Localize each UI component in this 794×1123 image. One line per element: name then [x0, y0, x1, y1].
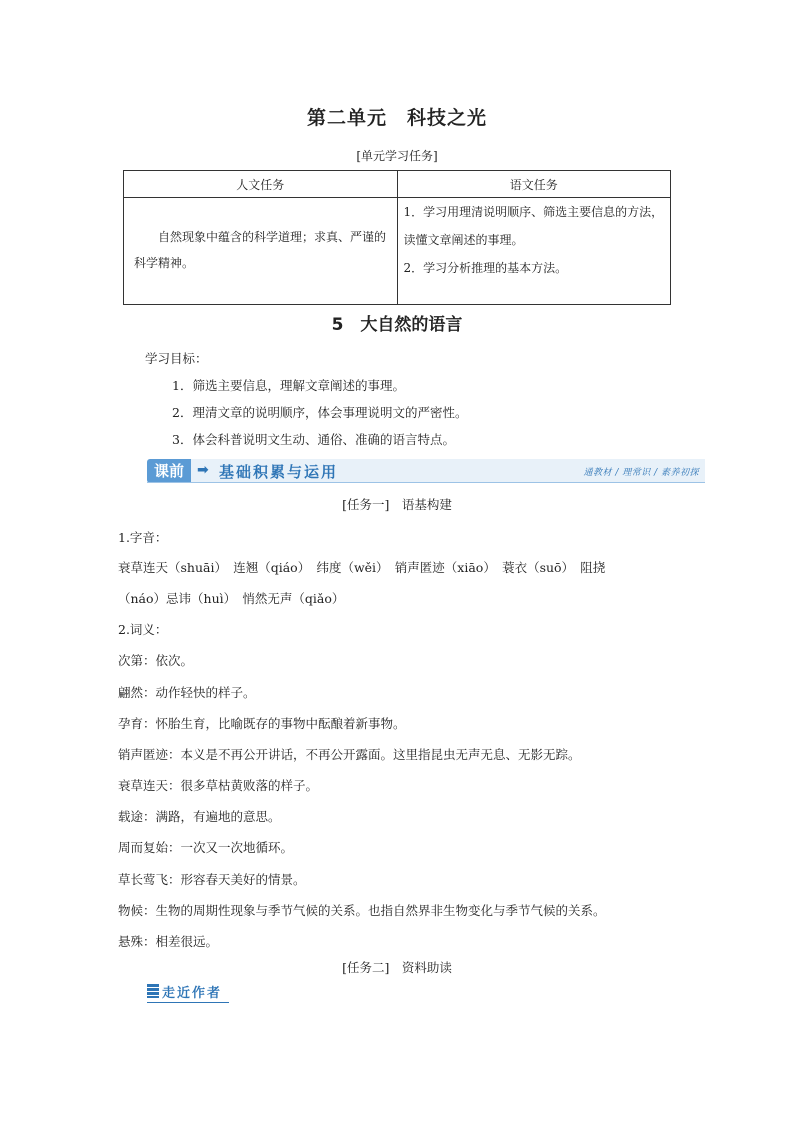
goal-item: 3．体会科普说明文生动、通俗、准确的语言特点。 — [172, 432, 455, 447]
meaning-label: 2.词义： — [118, 622, 168, 637]
banner-tag: 通教材 / 理常识 / 素养初探 — [583, 468, 699, 478]
definition-item: 悬殊：相差很远。 — [118, 934, 219, 949]
unit-subtitle: [单元学习任务] — [356, 149, 438, 163]
definition-item: 翩然：动作轻快的样子。 — [118, 685, 256, 700]
definition-item: 载途：满路，有遍地的意思。 — [118, 809, 281, 824]
task1-heading: [任务一] 语基构建 — [342, 497, 452, 512]
definition-item: 周而复始：一次又一次地循环。 — [118, 840, 294, 855]
pronunciation-label: 1.字音： — [118, 530, 168, 545]
definition-item: 孕育：怀胎生育，比喻既存的事物中酝酿着新事物。 — [118, 716, 406, 731]
definition-item: 销声匿迹：本义是不再公开讲话，不再公开露面。这里指昆虫无声无息、无影无踪。 — [118, 747, 581, 762]
definition-item: 草长莺飞：形容春天美好的情景。 — [118, 872, 306, 887]
pronunciation-line: （náo）忌讳（huì） 悄然无声（qiǎo） — [118, 591, 345, 606]
task-table — [123, 170, 671, 305]
goals-label: 学习目标： — [145, 351, 208, 366]
chinese-task-1: 1．学习用理清说明顺序、筛选主要信息的方法，读懂文章阐述的事理。 — [403, 205, 664, 247]
table-cell-humanities — [124, 198, 398, 305]
definition-item: 次第：依次。 — [118, 653, 194, 668]
section-banner — [147, 459, 705, 483]
definition-item: 物候：生物的周期性现象与季节气候的关系。也指自然界非生物变化与季节气候的关系。 — [118, 903, 606, 918]
banner-divider — [147, 482, 705, 483]
unit-title: 第二单元 科技之光 — [306, 107, 487, 129]
table-header-humanities: 人文任务 — [124, 171, 398, 198]
task2-heading: [任务二] 资料助读 — [342, 960, 452, 975]
author-label: 走近作者 — [162, 986, 223, 1001]
humanities-text: 自然现象中蕴含的科学道理；求真、严谨的科学精神。 — [134, 230, 387, 270]
goal-item: 1．筛选主要信息，理解文章阐述的事理。 — [172, 378, 405, 393]
table-cell-chinese — [397, 198, 671, 305]
bars-icon — [147, 984, 159, 998]
lesson-title: 5 大自然的语言 — [331, 315, 463, 335]
author-underline — [147, 1002, 229, 1003]
pronunciation-line: 衰草连天（shuāi） 连翘（qiáo） 纬度（wěi） 销声匿迹（xiāo） 蓑衣（suō） 阻挠 — [118, 560, 606, 575]
table-header-chinese: 语文任务 — [397, 171, 671, 198]
goal-item: 2．理清文章的说明顺序，体会事理说明文的严密性。 — [172, 405, 468, 420]
arrow-right-icon: ➡ — [197, 462, 209, 478]
banner-title: 基础积累与运用 — [219, 463, 339, 481]
chinese-task-2: 2．学习分析推理的基本方法。 — [403, 261, 568, 275]
definition-item: 衰草连天：很多草枯黄败落的样子。 — [118, 778, 319, 793]
banner-label: 课前 — [147, 459, 191, 483]
